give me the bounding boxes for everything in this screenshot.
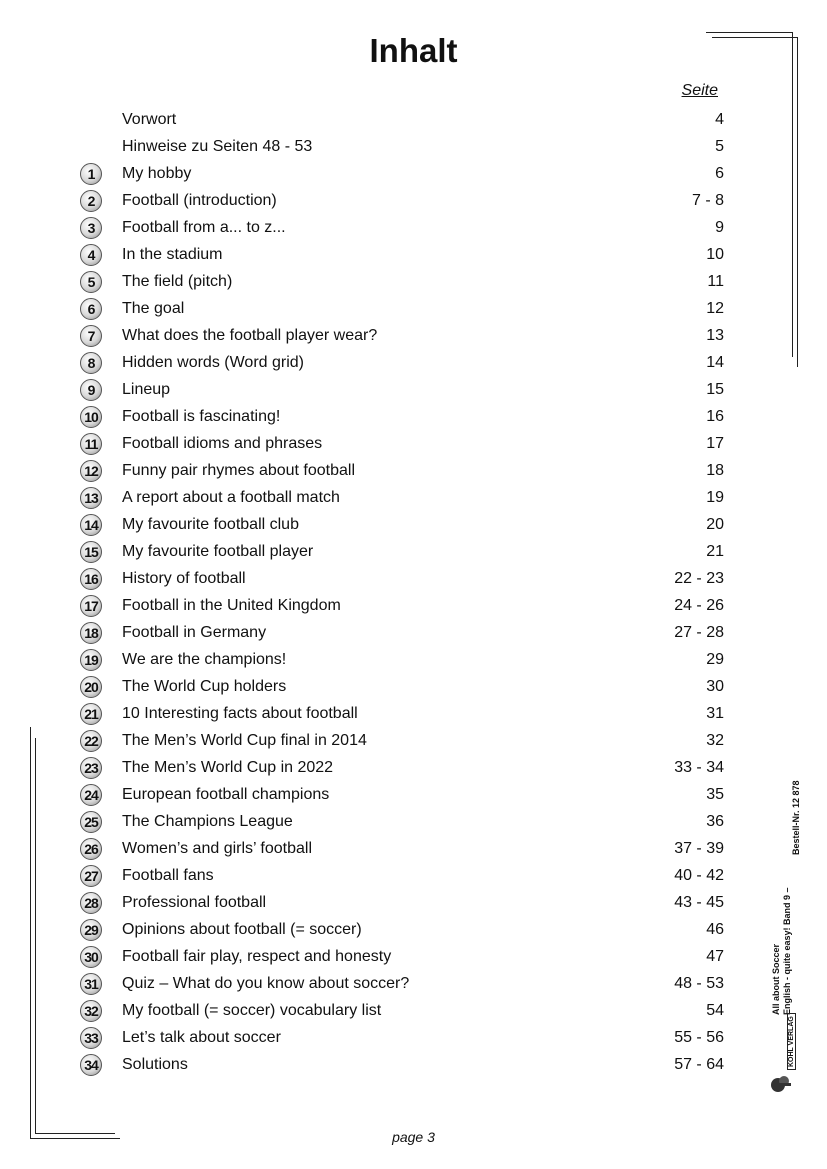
- toc-entry-title: Football idioms and phrases: [122, 435, 323, 452]
- toc-entry-title: Football fans: [122, 867, 214, 884]
- toc-entry-title: Professional football: [122, 894, 267, 911]
- toc-entry-page: 33 - 34: [674, 759, 724, 776]
- toc-entry-title: My football (= soccer) vocabulary list: [122, 1002, 382, 1019]
- chapter-number-badge: 27: [80, 865, 102, 887]
- toc-row: [0, 134, 827, 161]
- toc-entry-title: The Men’s World Cup final in 2014: [122, 732, 367, 749]
- toc-entry-title: The field (pitch): [122, 273, 233, 290]
- chapter-number-badge: 10: [80, 406, 102, 428]
- chapter-number-badge: 2: [80, 190, 102, 212]
- frame-line: [792, 32, 793, 357]
- toc-row: [0, 485, 827, 512]
- chapter-number-badge: 19: [80, 649, 102, 671]
- toc-entry-page: 48 - 53: [674, 975, 724, 992]
- toc-entry-page: 35: [706, 786, 724, 803]
- chapter-number-badge: 12: [80, 460, 102, 482]
- toc-entry-title: Football in the United Kingdom: [122, 597, 341, 614]
- toc-entry-page: 17: [706, 435, 724, 452]
- toc-entry-page: 12: [706, 300, 724, 317]
- toc-entry-page: 55 - 56: [674, 1029, 724, 1046]
- chapter-number-badge: 3: [80, 217, 102, 239]
- toc-entry-title: Lineup: [122, 381, 171, 398]
- toc-row: [0, 404, 827, 431]
- chapter-number-badge: 30: [80, 946, 102, 968]
- toc-entry-page: 18: [706, 462, 724, 479]
- toc-row: [0, 836, 827, 863]
- toc-entry-title: Football in Germany: [122, 624, 267, 641]
- frame-line: [30, 727, 31, 1139]
- toc-row: [0, 971, 827, 998]
- chapter-number-badge: 9: [80, 379, 102, 401]
- toc-entry-title: A report about a football match: [122, 489, 340, 506]
- chapter-number-badge: 14: [80, 514, 102, 536]
- toc-entry-page: 30: [706, 678, 724, 695]
- frame-line: [712, 37, 798, 38]
- toc-entry-page: 7 - 8: [691, 192, 724, 209]
- frame-line: [797, 37, 798, 367]
- toc-entry-title: Football fair play, respect and honesty: [122, 948, 392, 965]
- toc-entry-title: European football champions: [122, 786, 330, 803]
- chapter-number-badge: 6: [80, 298, 102, 320]
- chapter-number-badge: 17: [80, 595, 102, 617]
- toc-row: [0, 188, 827, 215]
- toc-entry-title: Let’s talk about soccer: [122, 1029, 281, 1046]
- toc-entry-page: 32: [706, 732, 724, 749]
- toc-entry-title: My hobby: [122, 165, 192, 182]
- toc-entry-title: Solutions: [122, 1056, 188, 1073]
- toc-row: [0, 620, 827, 647]
- chapter-number-badge: 16: [80, 568, 102, 590]
- toc-entry-title: Opinions about football (= soccer): [122, 921, 362, 938]
- toc-entry-page: 46: [706, 921, 724, 938]
- toc-row: [0, 107, 827, 134]
- toc-entry-title: Football is fascinating!: [122, 408, 281, 425]
- chapter-number-badge: 33: [80, 1027, 102, 1049]
- toc-row: [0, 755, 827, 782]
- toc-entry-page: 16: [706, 408, 724, 425]
- toc-entry-page: 13: [706, 327, 724, 344]
- toc-row: [0, 863, 827, 890]
- chapter-number-badge: 20: [80, 676, 102, 698]
- chapter-number-badge: 26: [80, 838, 102, 860]
- chapter-number-badge: 4: [80, 244, 102, 266]
- chapter-number-badge: 7: [80, 325, 102, 347]
- toc-entry-title: We are the champions!: [122, 651, 287, 668]
- toc-entry-title: Football (introduction): [122, 192, 277, 209]
- toc-entry-page: 9: [715, 219, 724, 236]
- chapter-number-badge: 32: [80, 1000, 102, 1022]
- chapter-number-badge: 24: [80, 784, 102, 806]
- toc-row: [0, 998, 827, 1025]
- toc-entry-page: 15: [706, 381, 724, 398]
- toc-row: [0, 458, 827, 485]
- toc-entry-page: 6: [715, 165, 724, 182]
- toc-entry-title: The goal: [122, 300, 185, 317]
- chapter-number-badge: 11: [80, 433, 102, 455]
- toc-row: [0, 674, 827, 701]
- toc-row: [0, 809, 827, 836]
- toc-row: [0, 917, 827, 944]
- chapter-number-badge: 22: [80, 730, 102, 752]
- chapter-number-badge: 8: [80, 352, 102, 374]
- toc-entry-title: The Men’s World Cup in 2022: [122, 759, 334, 776]
- toc-entry-title: Vorwort: [122, 111, 177, 128]
- toc-row: [0, 323, 827, 350]
- frame-line: [706, 32, 792, 33]
- toc-row: [0, 782, 827, 809]
- toc-entry-page: 11: [707, 273, 724, 290]
- toc-entry-page: 40 - 42: [674, 867, 724, 884]
- toc-row: [0, 1052, 827, 1079]
- chapter-number-badge: 28: [80, 892, 102, 914]
- toc-entry-page: 22 - 23: [674, 570, 724, 587]
- toc-entry-page: 21: [706, 543, 724, 560]
- chapter-number-badge: 25: [80, 811, 102, 833]
- chapter-number-badge: 1: [80, 163, 102, 185]
- order-number: Bestell-Nr. 12 878: [791, 780, 801, 855]
- toc-entry-page: 37 - 39: [674, 840, 724, 857]
- toc-entry-page: 29: [706, 651, 724, 668]
- toc-row: [0, 296, 827, 323]
- toc-row: [0, 539, 827, 566]
- chapter-number-badge: 29: [80, 919, 102, 941]
- toc-entry-page: 57 - 64: [674, 1056, 724, 1073]
- page-column-header: Seite: [681, 82, 718, 99]
- toc-row: [0, 242, 827, 269]
- toc-row: [0, 728, 827, 755]
- toc-entry-title: Hinweise zu Seiten 48 - 53: [122, 138, 313, 155]
- toc-row: [0, 215, 827, 242]
- toc-row: [0, 377, 827, 404]
- toc-entry-page: 47: [706, 948, 724, 965]
- toc-row: [0, 647, 827, 674]
- toc-entry-title: What does the football player wear?: [122, 327, 378, 344]
- toc-entry-page: 27 - 28: [674, 624, 724, 641]
- chapter-number-badge: 21: [80, 703, 102, 725]
- toc-row: [0, 431, 827, 458]
- toc-entry-page: 31: [706, 705, 724, 722]
- toc-entry-title: My favourite football club: [122, 516, 299, 533]
- toc-entry-page: 36: [706, 813, 724, 830]
- chapter-number-badge: 13: [80, 487, 102, 509]
- book-title: All about Soccer: [771, 943, 781, 1015]
- toc-entry-title: Hidden words (Word grid): [122, 354, 304, 371]
- toc-entry-page: 4: [715, 111, 724, 128]
- toc-entry-page: 5: [715, 138, 724, 155]
- chapter-number-badge: 5: [80, 271, 102, 293]
- toc-entry-page: 43 - 45: [674, 894, 724, 911]
- toc-row: [0, 701, 827, 728]
- toc-entry-title: Women’s and girls’ football: [122, 840, 313, 857]
- toc-row: [0, 512, 827, 539]
- toc-row: [0, 944, 827, 971]
- toc-entry-title: History of football: [122, 570, 246, 587]
- book-info: [771, 887, 793, 1015]
- chapter-number-badge: 34: [80, 1054, 102, 1076]
- toc-entry-title: 10 Interesting facts about football: [122, 705, 358, 722]
- toc-row: [0, 1025, 827, 1052]
- toc-row: [0, 350, 827, 377]
- book-series: English - quite easy! Band 9 –: [782, 887, 792, 1015]
- toc-entry-title: The World Cup holders: [122, 678, 287, 695]
- toc-entry-page: 54: [706, 1002, 724, 1019]
- toc-row: [0, 161, 827, 188]
- chapter-number-badge: 31: [80, 973, 102, 995]
- chapter-number-badge: 23: [80, 757, 102, 779]
- toc-entry-page: 20: [706, 516, 724, 533]
- toc-entry-title: The Champions League: [122, 813, 293, 830]
- toc-entry-title: My favourite football player: [122, 543, 314, 560]
- toc-entry-title: Quiz – What do you know about soccer?: [122, 975, 410, 992]
- toc-entry-page: 10: [706, 246, 724, 263]
- page-title: Inhalt: [369, 32, 458, 69]
- toc-entry-title: In the stadium: [122, 246, 223, 263]
- toc-entry-title: Funny pair rhymes about football: [122, 462, 356, 479]
- toc-row: [0, 566, 827, 593]
- chapter-number-badge: 18: [80, 622, 102, 644]
- toc-row: [0, 890, 827, 917]
- toc-entry-page: 14: [706, 354, 724, 371]
- page-number: page 3: [392, 1129, 435, 1145]
- toc-entry-title: Football from a... to z...: [122, 219, 286, 236]
- toc-row: [0, 269, 827, 296]
- toc-entry-page: 19: [706, 489, 724, 506]
- toc-row: [0, 593, 827, 620]
- toc-entry-page: 24 - 26: [674, 597, 724, 614]
- publisher-logo-text: KOHL VERLAG: [787, 1013, 796, 1070]
- chapter-number-badge: 15: [80, 541, 102, 563]
- frame-line: [35, 738, 36, 1134]
